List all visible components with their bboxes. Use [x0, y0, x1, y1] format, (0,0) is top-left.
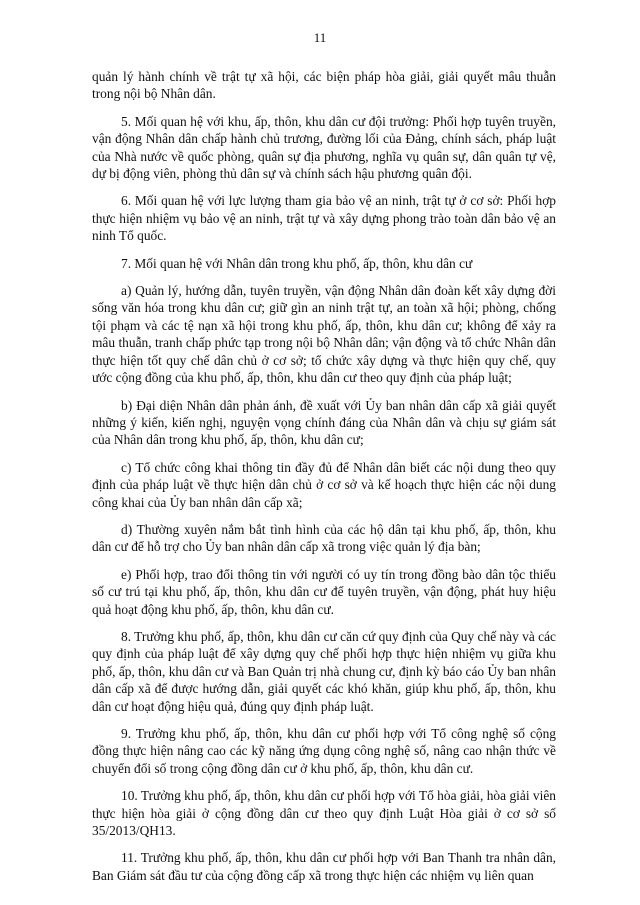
document-body: [92, 68, 556, 894]
paragraph-item-7a: a) Quản lý, hướng dẫn, tuyên truyền, vận động Nhân dân đoàn kết xây dựng đời sống văn hóa trong khu dân cư; giữ gìn an ninh trật tự, an toàn xã hội; phòng, chống tội phạm và các tệ nạn xã hội trong khu phố, ấp, thôn, khu dân cư; không để xảy ra mâu thuẫn, tranh chấp phức tạp trong nội bộ Nhân dân; vận động và tổ chức Nhân dân thực hiện tốt quy chế dân chủ ở cơ sở; tổ chức xây dựng và thực hiện quy chế, quy ước cộng đồng của khu phố, ấp, thôn, khu dân cư theo quy định của pháp luật;: [92, 283, 556, 386]
paragraph-item-7b: b) Đại diện Nhân dân phản ánh, đề xuất với Ủy ban nhân dân cấp xã giải quyết những ý kiến, kiến nghị, nguyện vọng chính đáng của Nhân dân và chịu sự giám sát của Nhân dân trong khu phố, ấp, thôn, khu dân cư;: [92, 397, 556, 448]
paragraph-item-7e: e) Phối hợp, trao đổi thông tin với người có uy tín trong đồng bào dân tộc thiểu số cư trú tại khu phố, ấp, thôn, khu dân cư để tuyên truyền, vận động, phát huy hiệu quả hoạt động khu phố, ấp, thôn, khu dân cư.: [92, 566, 556, 617]
paragraph-item-8: 8. Trưởng khu phố, ấp, thôn, khu dân cư căn cứ quy định của Quy chế này và các quy định của pháp luật để xây dựng quy chế phối hợp thực hiện nhiệm vụ giữa khu phố, ấp, thôn, khu dân cư và Ban Quản trị nhà chung cư, định kỳ báo cáo Ủy ban nhân dân cấp xã để được hướng dẫn, giải quyết các khó khăn, giúp khu phố, ấp, thôn, khu dân cư hoạt động hiệu quả, đúng quy định pháp luật.: [92, 628, 556, 714]
paragraph-item-7: 7. Mối quan hệ với Nhân dân trong khu phố, ấp, thôn, khu dân cư: [121, 255, 473, 271]
paragraph-continuation: quản lý hành chính về trật tự xã hội, các biện pháp hòa giải, giải quyết mâu thuẫn trong nội bộ Nhân dân.: [92, 69, 556, 102]
paragraph-item-5: 5. Mối quan hệ với khu, ấp, thôn, khu dân cư đội trưởng: Phối hợp tuyên truyền, vận động Nhân dân chấp hành chủ trương, đường lối của Đảng, chính sách, pháp luật của Nhà nước về quốc phòng, quân sự địa phương, nghĩa vụ quân sự, dân quân tự vệ, dự bị động viên, phòng thủ dân sự và chính sách hậu phương quân đội.: [92, 113, 556, 182]
paragraph-item-7d: d) Thường xuyên nắm bắt tình hình của các hộ dân tại khu phố, ấp, thôn, khu dân cư để hỗ trợ cho Ủy ban nhân dân cấp xã trong việc quản lý địa bàn;: [92, 521, 556, 555]
paragraph-item-7c: c) Tổ chức công khai thông tin đầy đủ để Nhân dân biết các nội dung theo quy định của pháp luật về thực hiện dân chủ ở cơ sở và kế hoạch thực hiện các nội dung công khai của Ủy ban nhân dân cấp xã;: [92, 459, 556, 510]
paragraph-item-10: 10. Trưởng khu phố, ấp, thôn, khu dân cư phối hợp với Tổ hòa giải, hòa giải viên thực hiện hòa giải ở cộng đồng dân cư theo quy định Luật Hòa giải ở cơ sở số 35/2013/QH13.: [92, 788, 556, 839]
page-number: 11: [313, 30, 327, 45]
paragraph-item-9: 9. Trưởng khu phố, ấp, thôn, khu dân cư phối hợp với Tổ công nghệ số cộng đồng thực hiện nâng cao các kỹ năng ứng dụng công nghệ số, nâng cao nhận thức về chuyển đổi số trong cộng đồng dân cư ở khu phố, ấp, thôn, khu dân cư.: [92, 726, 556, 776]
paragraph-item-6: 6. Mối quan hệ với lực lượng tham gia bảo vệ an ninh, trật tự ở cơ sở: Phối hợp thực hiện nhiệm vụ bảo vệ an ninh, trật tự và xây dựng phong trào toàn dân bảo vệ an ninh Tổ quốc.: [92, 193, 556, 244]
paragraph-item-11: 11. Trưởng khu phố, ấp, thôn, khu dân cư phối hợp với Ban Thanh tra nhân dân, Ban Giám sát đầu tư của cộng đồng cấp xã trong thực hiện các nhiệm vụ liên quan: [92, 850, 556, 883]
